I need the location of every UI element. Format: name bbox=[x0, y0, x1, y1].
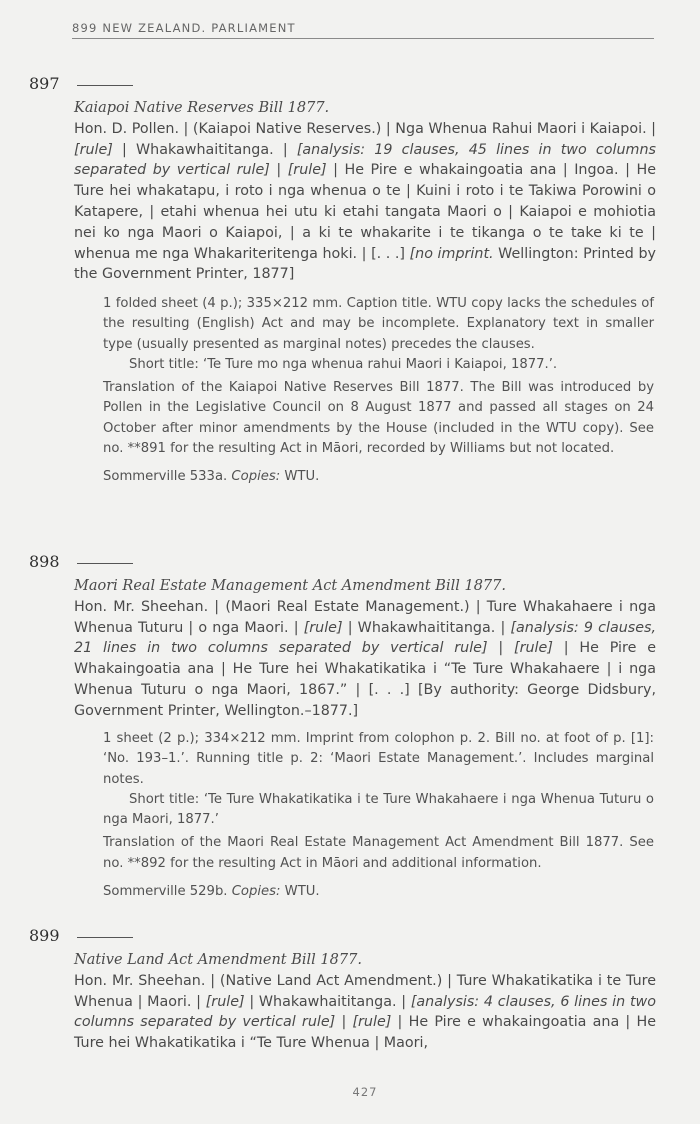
entry-number: 898 bbox=[29, 552, 60, 571]
entry-title: Native Land Act Amendment Bill 1877. bbox=[74, 952, 362, 968]
entry-notes bbox=[103, 294, 654, 488]
source-line bbox=[103, 882, 654, 902]
short-title: Short title: ‘Te Ture Whakatikatika i te Ture Whakahaere i nga Whenua Tuturu o nga Maori, 1877.’ bbox=[103, 791, 654, 828]
entry-number: 899 bbox=[29, 926, 60, 945]
desc-text: | He Pire e Whakaingoatia ana | He Ture hei Whakatikatika i “Te Ture Whakahaere | i nga Whenua Tuturu o nga Maori, 1867.” | [. . .] [By authority: George Didsbury, Government Printer, Wellington.–1877.] bbox=[74, 640, 657, 719]
source-ref: Sommerville 529b. bbox=[103, 884, 228, 900]
source-ref: Sommerville 533a. bbox=[103, 469, 228, 485]
entry-title: Kaiapoi Native Reserves Bill 1877. bbox=[74, 100, 330, 116]
physical-description: 1 sheet (2 p.); 334×212 mm. Imprint from colophon p. 2. Bill no. at foot of p. [1]: ‘No. 193–1.’. Running title p. 2: ‘Maori Estate Management.’. Includes marginal notes. bbox=[103, 731, 654, 787]
copies-value: WTU. bbox=[284, 469, 320, 485]
translation-note: Translation of the Kaiapoi Native Reserves Bill 1877. The Bill was introduced by Pollen in the Legislative Council on 8 August 1877 and passed all stages on 24 October after minor amendments by the House (included in the WTU copy). See no. **891 for the resulting Act in Māori, recorded by Williams but not located. bbox=[103, 380, 654, 457]
desc-text: Hon. Mr. Sheehan. | (Native Land Act Amendment.) | Ture Whakatikatika i te Ture Whenua | Maori. | bbox=[74, 972, 656, 1010]
desc-rule-note: [rule] bbox=[352, 1014, 392, 1031]
entry-description bbox=[74, 950, 656, 1054]
copies-label: Copies: bbox=[231, 469, 281, 485]
catalogue-entry-897 bbox=[0, 74, 700, 485]
desc-analysis: [analysis: 4 clauses, 6 lines in two columns separated by vertical rule] bbox=[74, 993, 656, 1031]
desc-text: Hon. D. Pollen. | (Kaiapoi Native Reserves.) | Nga Whenua Rahui Maori i Kaiapoi. | bbox=[74, 120, 656, 137]
entry-number: 897 bbox=[29, 74, 60, 93]
entry-rule bbox=[77, 937, 133, 938]
entry-description bbox=[74, 98, 656, 285]
entry-heading bbox=[0, 926, 700, 950]
entry-rule bbox=[77, 85, 133, 86]
entry-notes bbox=[103, 729, 654, 902]
entry-title: Maori Real Estate Management Act Amendment Bill 1877. bbox=[74, 578, 506, 594]
desc-text: | Whakawhaititanga. | bbox=[342, 619, 511, 636]
desc-rule-note: [rule] bbox=[205, 993, 245, 1010]
entry-rule bbox=[77, 563, 133, 564]
desc-text: | He Pire e whakaingoatia ana | Ingoa. | He Ture hei whakatapu, i roto i nga whenua o te | Kuini i roto i te Takiwa Porowini o Katapere, | etahi whenua hei utu ki etahi tangata Maori o | Kaiapoi e mohiotia nei ko nga Maori o Kaiapoi, | a ki te whakarite i te tikanga o te take ki te | whenua me nga Whakariteritenga hoki. | [. . .] bbox=[74, 162, 656, 262]
desc-rule-note: [rule] bbox=[74, 141, 113, 158]
catalogue-entry-898 bbox=[0, 552, 700, 900]
desc-text: | bbox=[487, 640, 515, 657]
desc-rule-note: [rule] bbox=[514, 640, 553, 657]
desc-text: | Whakawhaititanga. | bbox=[244, 993, 411, 1010]
entry-description bbox=[74, 576, 656, 722]
desc-text: Wellington: Printed by the Government Printer, 1877] bbox=[74, 245, 656, 283]
entry-heading bbox=[0, 552, 700, 576]
desc-rule-note: [rule] bbox=[303, 619, 343, 636]
desc-text: | bbox=[335, 1014, 353, 1031]
physical-description: 1 folded sheet (4 p.); 335×212 mm. Caption title. WTU copy lacks the schedules of the resulting (English) Act and may be incomplete. Explanatory text in smaller type (usually presented as marginal notes) precedes the clauses. bbox=[103, 296, 654, 352]
desc-rule-note: [rule] bbox=[287, 162, 327, 179]
copies-value: WTU. bbox=[284, 884, 320, 900]
desc-text: Hon. Mr. Sheehan. | (Maori Real Estate Management.) | Ture Whakahaere i nga Whenua Tuturu | o nga Maori. | bbox=[74, 598, 656, 636]
catalogue-entry-899 bbox=[0, 926, 700, 1052]
running-head: 899 NEW ZEALAND. PARLIAMENT bbox=[72, 21, 654, 39]
translation-note: Translation of the Maori Real Estate Management Act Amendment Bill 1877. See no. **892 for the resulting Act in Māori and additional information. bbox=[103, 835, 654, 871]
desc-imprint: [no imprint. bbox=[409, 245, 494, 262]
desc-text: | bbox=[269, 162, 288, 179]
copies-label: Copies: bbox=[231, 884, 281, 900]
source-line bbox=[103, 467, 654, 487]
desc-analysis: [analysis: 19 clauses, 45 lines in two columns separated by vertical rule] bbox=[74, 141, 656, 179]
desc-text: | He Pire e whakaingoatia ana | He Ture hei Whakatikatika i “Te Ture Whenua | Maori, bbox=[74, 1014, 656, 1052]
page-number: 427 bbox=[352, 1085, 378, 1099]
desc-text: | Whakawhaititanga. | bbox=[112, 141, 297, 158]
desc-analysis: [analysis: 9 clauses, 21 lines in two columns separated by vertical rule] bbox=[74, 619, 657, 657]
entry-heading bbox=[0, 74, 700, 98]
short-title: Short title: ‘Te Ture mo nga whenua rahui Maori i Kaiapoi, 1877.’. bbox=[129, 356, 558, 372]
